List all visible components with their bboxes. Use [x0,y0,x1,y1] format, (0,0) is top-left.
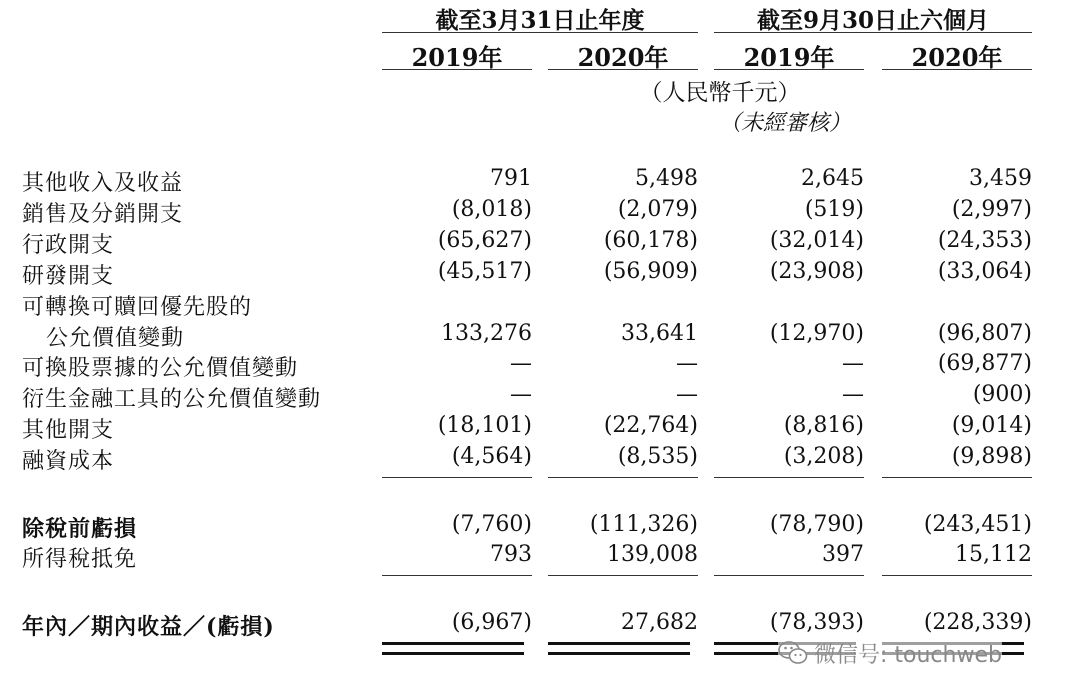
row-label: 衍生金融工具的公允價值變動 [22,387,322,412]
cell-value: (8,018) [451,197,532,222]
cell-value: (56,909) [603,259,698,284]
wechat-icon [778,640,808,666]
table-row [0,382,1080,412]
header-underline [714,32,1032,33]
cell-value: 33,641 [621,321,698,346]
row-label: 除稅前虧損 [22,516,138,542]
row-label: 所得稅抵免 [22,547,138,572]
cell-value: 793 [490,542,532,567]
cell-value: (78,790) [769,512,864,537]
row-label: 年內／期內收益／(虧損) [22,614,275,640]
unit-label: （人民幣千元） [639,80,801,106]
cell-value: (60,178) [603,228,698,253]
cell-value: — [842,382,864,407]
cell-value: (243,451) [923,512,1032,537]
cell-value: 5,498 [635,166,698,191]
cell-value: 791 [490,166,532,191]
row-label: 銷售及分銷開支 [22,202,184,227]
subtotal-rule [882,477,1032,478]
subtotal-rule [714,477,864,478]
cell-value: 139,008 [607,542,698,567]
row-label: 其他開支 [22,418,115,443]
watermark-text: 微信号: touchweb [814,642,1002,668]
subtotal-rule [382,575,532,576]
row-label: 研發開支 [22,264,115,289]
cell-value: 27,682 [621,610,698,635]
year-header: 2019年 [743,43,835,72]
cell-value: (900) [972,382,1032,407]
cell-value: (78,393) [769,610,864,635]
table-row [0,259,1080,289]
table-row [0,512,1080,542]
table-row [0,351,1080,381]
cell-value: 3,459 [969,166,1032,191]
cell-value: (32,014) [769,228,864,253]
table-row [0,290,1080,320]
subtotal-rule [882,575,1032,576]
watermark [778,636,1002,670]
cell-value: — [842,351,864,376]
year-underline [714,69,864,70]
cell-value: — [676,351,698,376]
header-six-months: 截至9月30日止六個月 [756,7,989,34]
cell-value: 397 [822,542,864,567]
subtotal-rule [548,477,698,478]
table-row [0,166,1080,196]
cell-value: (22,764) [603,413,698,438]
total-double-rule [548,642,690,655]
cell-value: (111,326) [589,512,698,537]
row-label: 行政開支 [22,233,115,258]
table-row [0,542,1080,572]
table-row [0,321,1080,351]
cell-value: (519) [804,197,864,222]
year-header: 2020年 [577,43,669,72]
table-row [0,197,1080,227]
cell-value: 2,645 [801,166,864,191]
year-header: 2020年 [911,43,1003,72]
cell-value: (8,816) [783,413,864,438]
table-row [0,228,1080,258]
subtotal-rule [382,477,532,478]
cell-value: — [510,351,532,376]
cell-value: (23,908) [769,259,864,284]
cell-value: (7,760) [451,512,532,537]
cell-value: (69,877) [937,351,1032,376]
table-row [0,413,1080,443]
cell-value: (33,064) [937,259,1032,284]
year-underline [382,69,532,70]
cell-value: (45,517) [437,259,532,284]
subtotal-rule [548,575,698,576]
cell-value: (2,079) [617,197,698,222]
year-header: 2019年 [411,43,503,72]
cell-value: (228,339) [923,610,1032,635]
cell-value: (3,208) [783,444,864,469]
year-underline [548,69,698,70]
cell-value: (6,967) [451,610,532,635]
row-label: 其他收入及收益 [22,171,184,196]
cell-value: — [510,382,532,407]
cell-value: 15,112 [955,542,1032,567]
header-underline [382,32,698,33]
cell-value: (9,898) [951,444,1032,469]
cell-value: 133,276 [441,321,532,346]
subtotal-rule [714,575,864,576]
total-double-rule [382,642,524,655]
cell-value: (8,535) [617,444,698,469]
cell-value: (12,970) [769,321,864,346]
cell-value: (4,564) [451,444,532,469]
cell-value: (2,997) [951,197,1032,222]
year-underline [882,69,1032,70]
header-fiscal-year: 截至3月31日止年度 [435,7,645,34]
cell-value: — [676,382,698,407]
row-label: 公允價值變動 [46,326,185,351]
cell-value: (18,101) [437,413,532,438]
cell-value: (65,627) [437,228,532,253]
cell-value: (96,807) [937,321,1032,346]
row-label: 可轉換可贖回優先股的 [22,295,253,320]
row-label: 可換股票據的公允價值變動 [22,356,299,381]
unaudited-label: （未經審核） [718,111,851,136]
cell-value: (9,014) [951,413,1032,438]
table-row [0,444,1080,474]
cell-value: (24,353) [937,228,1032,253]
row-label: 融資成本 [22,449,115,474]
